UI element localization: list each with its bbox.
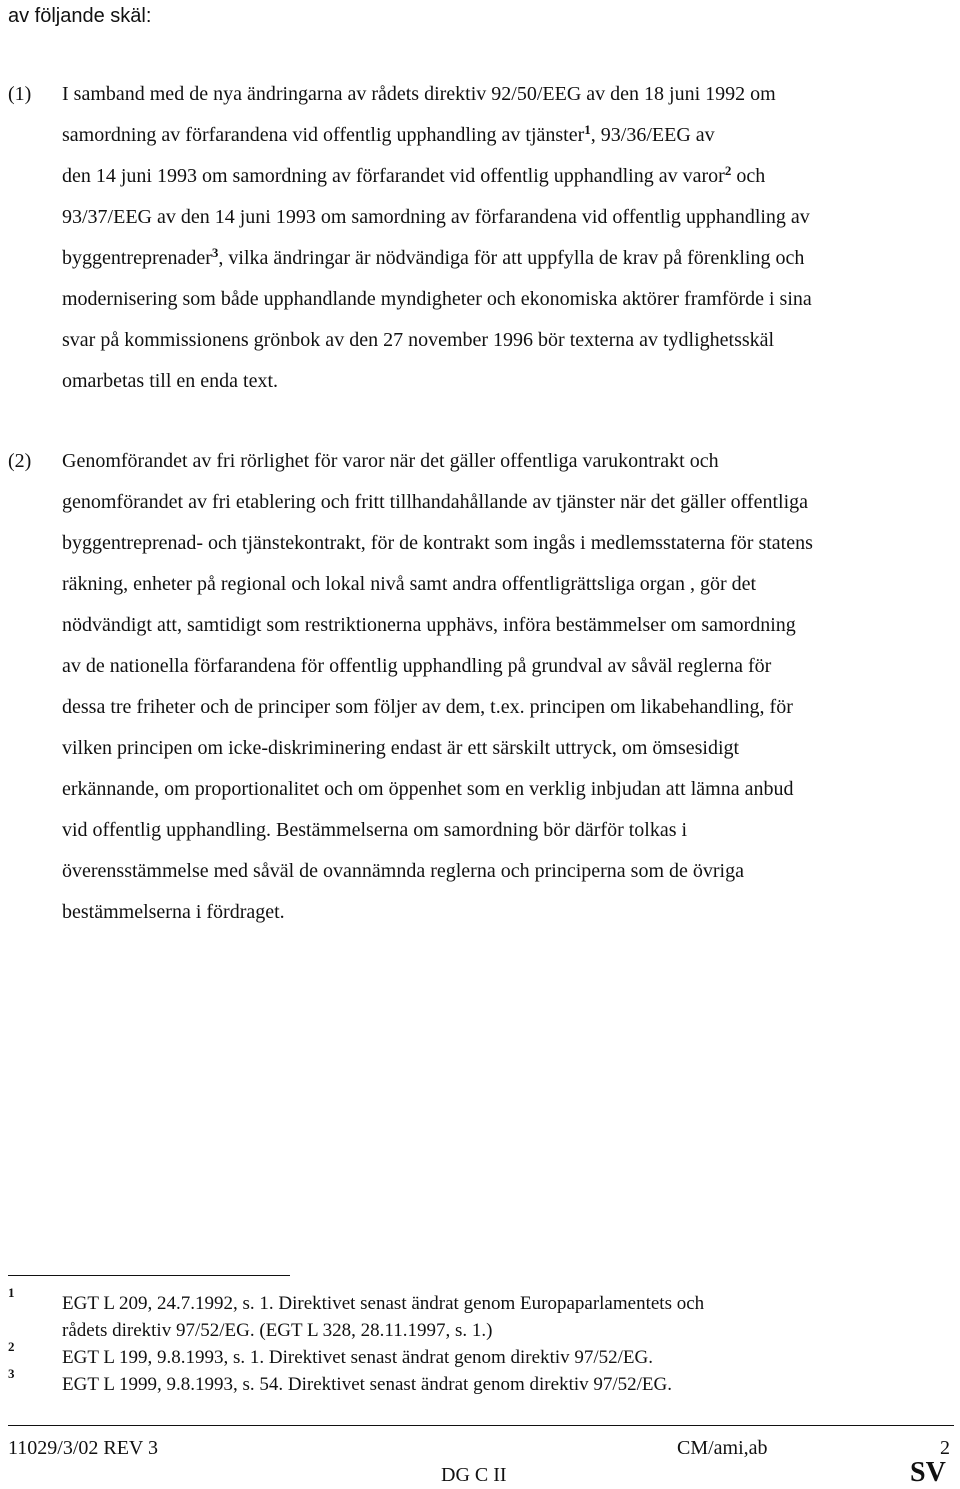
paragraph-2	[62, 441, 954, 933]
footnote-number: 1	[8, 1285, 15, 1300]
text-line: nödvändigt att, samtidigt som restriktionerna upphävs, införa bestämmelser om samordning	[62, 614, 796, 636]
text-line: svar på kommissionens grönbok av den 27 november 1996 bör texterna av tydlighetsskäl	[62, 329, 775, 351]
text-line: av de nationella förfarandena för offentlig upphandling på grundval av såväl reglerna för	[62, 655, 772, 677]
text-line: dessa tre friheter och de principer som följer av dem, t.ex. principen om likabehandling, för	[62, 696, 793, 718]
footnote-1	[62, 1290, 704, 1344]
footnote-line: EGT L 209, 24.7.1992, s. 1. Direktivet senast ändrat genom Europaparlamentets och	[62, 1293, 705, 1314]
footnote-line: EGT L 199, 9.8.1993, s. 1. Direktivet senast ändrat genom direktiv 97/52/EG.	[62, 1347, 654, 1368]
footnote-number: 2	[8, 1339, 15, 1354]
text-line: bestämmelserna i fördraget.	[62, 901, 285, 923]
text-line: genomförandet av fri etablering och fritt tillhandahållande av tjänster när det gäller offentliga	[62, 491, 808, 513]
footer-separator	[8, 1425, 954, 1426]
document-reference: 11029/3/02 REV 3	[8, 1437, 159, 1459]
text-line: I samband med de nya ändringarna av rådets direktiv 92/50/EEG av den 18 juni 1992 om	[62, 83, 776, 105]
text-line: samordning av förfarandena vid offentlig upphandling av tjänster$^1$, 93/36/EEG av	[62, 122, 715, 146]
text-line: den 14 juni 1993 om samordning av förfarandet vid offentlig upphandling av varor$^2$ och	[62, 163, 766, 187]
footnote-line: EGT L 1999, 9.8.1993, s. 54. Direktivet senast ändrat genom direktiv 97/52/EG.	[62, 1374, 673, 1395]
footnote-ref: 2	[724, 163, 732, 178]
text-line: byggentreprenad- och tjänstekontrakt, för de kontrakt som ingås i medlemsstaterna för statens	[62, 532, 813, 554]
page-number: 2	[940, 1437, 950, 1459]
footnote-separator	[8, 1275, 290, 1276]
text-line: omarbetas till en enda text.	[62, 370, 279, 392]
footnote-line: rådets direktiv 97/52/EG. (EGT L 328, 28.11.1997, s. 1.)	[62, 1320, 493, 1341]
footnote-3	[62, 1371, 672, 1398]
author-initials: CM/ami,ab	[677, 1437, 768, 1459]
text-line: byggentreprenader$^3$, vilka ändringar är nödvändiga för att uppfylla de krav på förenkling och	[62, 245, 805, 269]
intro-text: av följande skäl:	[8, 5, 152, 27]
paragraph-number: (2)	[8, 450, 32, 472]
paragraph-1	[62, 74, 954, 402]
directorate-general: DG C II	[441, 1464, 507, 1486]
text-line: räkning, enheter på regional och lokal nivå samt andra offentligrättsliga organ , gör det	[62, 573, 757, 595]
text-line: erkännande, om proportionalitet och om öppenhet som en verklig inbjudan att lämna anbud	[62, 778, 794, 800]
text-line: modernisering som både upphandlande myndigheter och ekonomiska aktörer framförde i sina	[62, 288, 812, 310]
footnote-ref: 1	[584, 122, 591, 137]
text-line: överensstämmelse med såväl de ovannämnda reglerna och principerna som de övriga	[62, 860, 744, 882]
text-line: 93/37/EEG av den 14 juni 1993 om samordning av förfarandena vid offentlig upphandling av	[62, 206, 810, 228]
footnote-number: 3	[8, 1366, 15, 1381]
text-line: vid offentlig upphandling. Bestämmelserna om samordning bör därför tolkas i	[62, 819, 688, 841]
text-line: Genomförandet av fri rörlighet för varor när det gäller offentliga varukontrakt och	[62, 450, 719, 472]
language-code: SV	[910, 1457, 946, 1488]
footnote-2	[62, 1344, 653, 1371]
paragraph-number: (1)	[8, 83, 32, 105]
footnote-ref: 3	[211, 245, 219, 260]
text-line: vilken principen om icke-diskriminering endast är ett särskilt uttryck, om ömsesidigt	[62, 737, 740, 759]
